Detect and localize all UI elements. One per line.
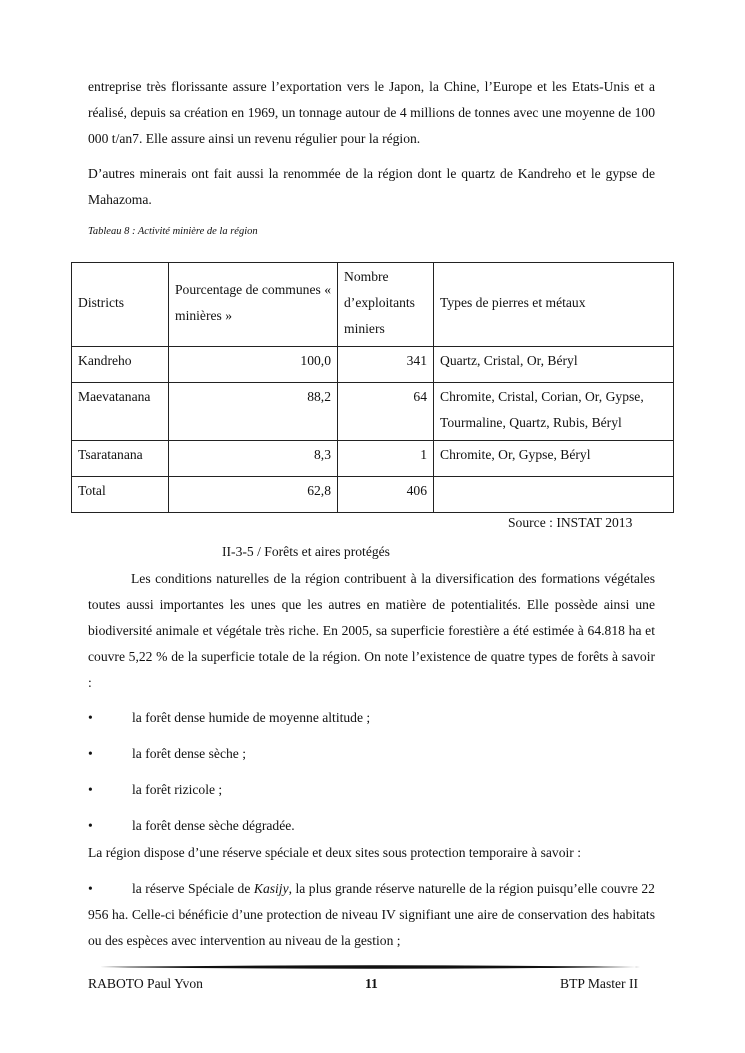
- cell-percentage: 62,8: [169, 477, 338, 513]
- footer-program: BTP Master II: [560, 976, 639, 991]
- paragraph-intro: entreprise très florissante assure l’exportation vers le Japon, la Chine, l’Europe et les Etats-Unis et a réalisé, depuis sa création en 1969, un tonnage autour de 4 millions de tonnes avec une moyenne de 100 000 t/an7. Elle assure ainsi un revenu régulier pour la région.: [88, 79, 655, 146]
- list-item-text: la forêt rizicole ;: [132, 782, 223, 797]
- cell-district: Total: [72, 477, 169, 513]
- bullet-icon: •: [88, 881, 93, 896]
- header-percentage: Pourcentage de communes « minières »: [169, 263, 338, 347]
- paragraph-forest: Les conditions naturelles de la région contribuent à la diversification des formations végétales toutes aussi importantes les unes que les autres en matière de potentialités. Elle possède ainsi une biodiversité animale et végétale très riche. En 2005, sa superficie forestière a été estimée à 64.818 ha et couvre 5,22 % de la superficie totale de la région. On note l’existence de quatre types de forêts à savoir :: [88, 571, 655, 690]
- list-item-text: la forêt dense sèche ;: [132, 746, 246, 761]
- bullet-icon: •: [88, 818, 93, 833]
- header-operators: Nombre d’exploitants miniers: [338, 263, 434, 347]
- table-caption: Tableau 8 : Activité minière de la région: [88, 226, 258, 237]
- table-source: Source : INSTAT 2013: [508, 515, 633, 530]
- bullet-icon: •: [88, 782, 93, 797]
- reserve-text-start: la réserve Spéciale de: [132, 881, 254, 896]
- cell-district: Tsaratanana: [72, 441, 169, 477]
- cell-district: Maevatanana: [72, 383, 169, 441]
- cell-types: Chromite, Cristal, Corian, Or, Gypse, Tourmaline, Quartz, Rubis, Béryl: [434, 383, 674, 441]
- header-districts: Districts: [72, 263, 169, 347]
- list-item-text: la forêt dense sèche dégradée.: [132, 818, 295, 833]
- cell-count: 64: [338, 383, 434, 441]
- section-heading: II-3-5 / Forêts et aires protégés: [222, 544, 390, 559]
- cell-district: Kandreho: [72, 347, 169, 383]
- cell-types: Quartz, Cristal, Or, Béryl: [434, 347, 674, 383]
- cell-percentage: 88,2: [169, 383, 338, 441]
- table-row: [72, 383, 674, 441]
- footer-author: RABOTO Paul Yvon: [88, 976, 203, 991]
- paragraph-reserve: [88, 876, 655, 954]
- cell-percentage: 8,3: [169, 441, 338, 477]
- table-row: [72, 441, 674, 477]
- bullet-icon: •: [88, 746, 93, 761]
- table-row: [72, 347, 674, 383]
- footer-divider: [100, 963, 640, 971]
- paragraph-reserve-intro: La région dispose d’une réserve spéciale et deux sites sous protection temporaire à savoir :: [88, 845, 581, 860]
- cell-count: 1: [338, 441, 434, 477]
- table-row-total: [72, 477, 674, 513]
- cell-count: 406: [338, 477, 434, 513]
- header-types: Types de pierres et métaux: [434, 263, 674, 347]
- footer-page-number: 11: [365, 976, 378, 991]
- cell-count: 341: [338, 347, 434, 383]
- mining-activity-table: [71, 262, 674, 513]
- cell-types: [434, 477, 674, 513]
- table-header-row: [72, 263, 674, 347]
- list-item-text: la forêt dense humide de moyenne altitude ;: [132, 710, 371, 725]
- reserve-text-end: , la plus grande réserve naturelle de la région puisqu’elle couvre 22 956 ha. Celle-ci bénéficie d’une protection de niveau IV signifiant une aire de conservation des habitats ou des espèces avec intervention au niveau de la gestion ;: [88, 881, 655, 948]
- reserve-name: Kasijy: [253, 881, 289, 896]
- cell-percentage: 100,0: [169, 347, 338, 383]
- cell-types: Chromite, Or, Gypse, Béryl: [434, 441, 674, 477]
- paragraph-minerals: D’autres minerais ont fait aussi la renommée de la région dont le quartz de Kandreho et le gypse de Mahazoma.: [88, 166, 655, 207]
- bullet-icon: •: [88, 710, 93, 725]
